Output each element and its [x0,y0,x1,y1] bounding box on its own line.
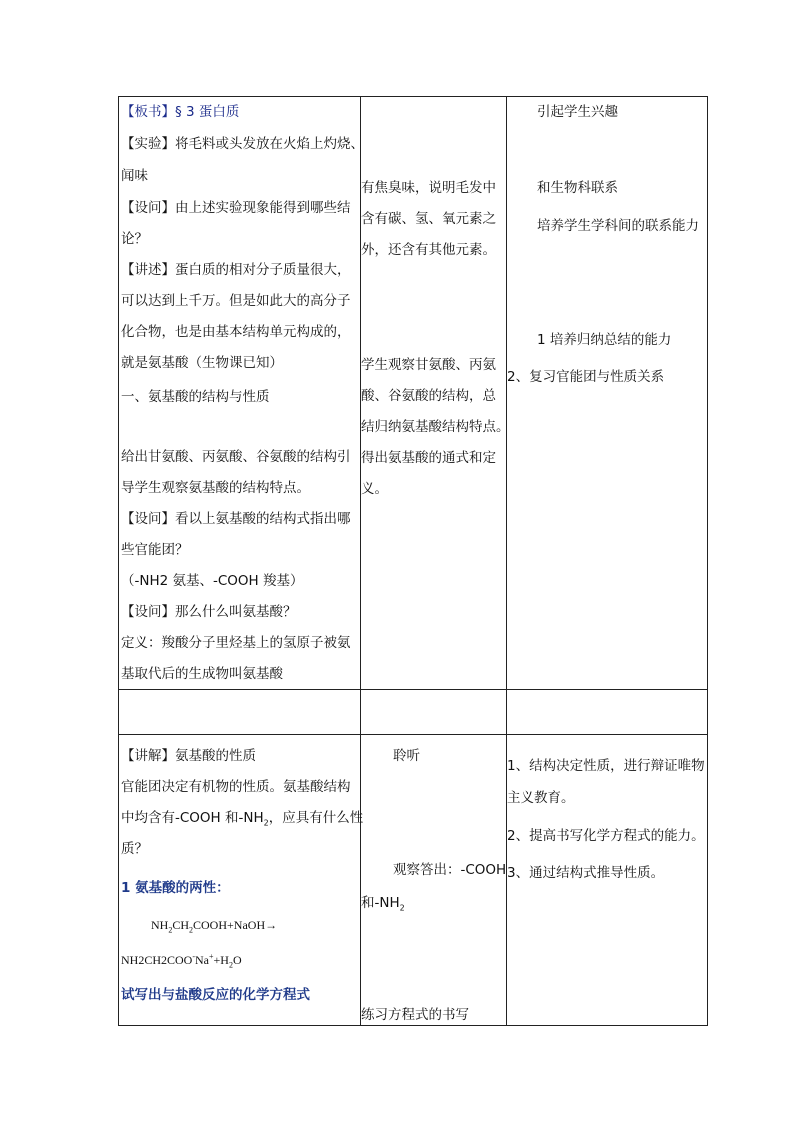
text-line: 可以达到上千万。但是如此大的高分子 [121,293,351,309]
text-line: 【板书】§ 3 蛋白质 [121,104,240,120]
text-line: 【设问】看以上氨基酸的结构式指出哪 [121,511,351,527]
text-line: 练习方程式的书写 [361,1007,469,1023]
empty-cell [507,690,707,734]
text-line: 引起学生兴趣 [537,104,618,120]
equation-line: $NH2CH2COO^-Na^++H_2O$ [121,952,242,970]
text-line: 1、结构决定性质，进行辩证唯物 [507,758,705,774]
text-line: 结归纳氨基酸结构特点。 [361,419,510,435]
text-line: 一、氨基酸的结构与性质 [121,389,270,405]
student-activity-cell [361,735,507,1025]
equation-line: $NH_2CH_2COOH+NaOH\to$ [151,918,278,935]
empty-cell [361,690,507,734]
text-line: 和生物科联系 [537,180,618,196]
text-line: 得出氨基酸的通式和定 [361,450,496,466]
text-line: 含有碳、氢、氧元素之 [361,211,496,227]
text-line: 给出甘氨酸、丙氨酸、谷氨酸的结构引 [121,449,351,465]
section-heading: 试写出与盐酸反应的化学方程式 [121,987,310,1003]
text-line: 【讲述】蛋白质的相对分子质量很大， [121,262,351,278]
text-line: 闻味 [121,168,148,184]
text-line: 定义：羧酸分子里烃基上的氢原子被氨 [121,635,351,651]
text-line: 【设问】那么什么叫氨基酸？ [121,604,297,620]
text-line: 有焦臭味，说明毛发中 [361,180,496,196]
text-line: 【实验】将毛料或头发放在火焰上灼烧、 [121,136,364,152]
lesson-plan-table [118,96,708,1026]
text-line: 基取代后的生成物叫氨基酸 [121,666,283,682]
text-line: 【设问】由上述实验现象能得到哪些结 [121,200,351,216]
text-line: 就是氨基酸（生物课已知） [121,355,283,371]
section-heading: 1 氨基酸的两性： [121,880,230,896]
text-line: 观察答出：-COOH [393,862,507,878]
text-line: 中均含有-COOH 和$-NH_2$，应具有什么性 [121,810,364,828]
text-line: 论？ [121,231,148,247]
text-line: 义。 [361,481,388,497]
text-line: 学生观察甘氨酸、丙氨 [361,357,496,373]
text-line: 1 培养归纳总结的能力 [537,332,672,348]
empty-cell [119,690,361,734]
student-activity-cell [361,97,510,689]
teacher-activity-cell [119,735,364,1025]
text-line: 2、提高书写化学方程式的能力。 [507,828,705,844]
text-line: 酸、谷氨酸的结构，总 [361,388,496,404]
text-line: 培养学生学科间的联系能力 [537,218,699,234]
text-line: 官能团决定有机物的性质。氨基酸结构 [121,779,351,795]
text-line: 外，还含有其他元素。 [361,242,496,258]
table-row [119,97,707,690]
design-intent-cell [507,97,707,689]
text-line: 导学生观察氨基酸的结构特点。 [121,480,310,496]
teacher-activity-cell [119,97,364,689]
text-line: （-NH2 氨基、-COOH 羧基） [121,573,304,589]
table-row [119,690,707,735]
text-line: 些官能团？ [121,542,189,558]
design-intent-cell [507,735,707,1025]
text-line: 聆听 [393,748,420,764]
text-line: 化合物，也是由基本结构单元构成的， [121,324,351,340]
text-line: 【讲解】氨基酸的性质 [121,748,256,764]
text-line: 主义教育。 [507,790,575,806]
text-line: 和$-NH_2$ [361,895,405,913]
table-row [119,735,707,1025]
text-line: 质？ [121,841,148,857]
text-line: 2、复习官能团与性质关系 [507,369,665,385]
text-line: 3、通过结构式推导性质。 [507,865,665,881]
